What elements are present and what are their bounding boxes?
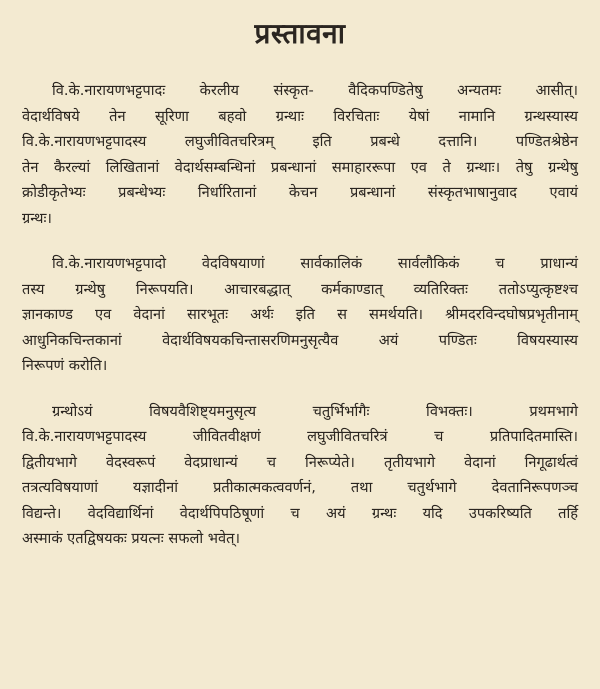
text-line: तस्य ग्रन्थेषु निरूपयति। आचारबद्धात् कर्मकाण्डात् व्यतिरिक्तः ततोऽप्युत्कृष्टश्च (22, 280, 578, 298)
text-line: वि.के.नारायणभट्टपादस्य जीवितवीक्षणं लघुजीवितचरित्रं च प्रतिपादितमास्ति। (22, 428, 578, 445)
text-line: वि.के.नारायणभट्टपादः केरलीय संस्कृत- वैदिकपण्डितेषु अन्यतमः आसीत्। (52, 82, 578, 99)
text-line: वि.के.नारायणभट्टपादस्य लघुजीवितचरित्रम् इति प्रबन्धे दत्तानि। पण्डितश्रेष्ठेन (22, 133, 578, 150)
text-line: ग्रन्थोऽयं विषयवैशिष्ट्यमनुसृत्य चतुर्भिर्भागैः विभक्तः। प्रथमभागे (52, 402, 578, 420)
text-line: विद्यन्ते। वेदविद्यार्थिनां वेदार्थपिपठिषूणां च अयं ग्रन्थः यदि उपकरिष्यति तर्हि (22, 504, 578, 522)
text-line: अस्माकं एतद्विषयकः प्रयत्नः सफलो भवेत्। (22, 530, 241, 547)
paragraph-1 (22, 78, 578, 231)
text-line: तत्रत्यविषयाणां यज्ञादीनां प्रतीकात्मकत्ववर्णनं, तथा चतुर्थभागे देवतानिरूपणञ्च (22, 479, 578, 496)
text-line: आधुनिकचिन्तकानां वेदार्थविषयकचिन्तासरणिमनुसृत्यैव अयं पण्डितः विषयस्यास्य (22, 331, 578, 349)
text-line: ग्रन्थः। (22, 209, 52, 227)
text-line: तेन कैरल्यां लिखितानां वेदार्थसम्बन्धिनां प्रबन्धानां समाहाररूपा एव ते ग्रन्थाः। तेषु ग्रन्थेषु (22, 158, 578, 176)
text-line: ज्ञानकाण्ड एव वेदानां सारभूतः अर्थः इति स समर्थयति। श्रीमदरविन्दघोषप्रभृतीनाम् (22, 306, 578, 323)
text-line: क्रोडीकृतेभ्यः प्रबन्धेभ्यः निर्धारितानां केचन प्रबन्धानां संस्कृतभाषानुवाद एवायं (22, 184, 578, 201)
text-line: द्वितीयभागे वेदस्वरूपं वेदप्राधान्यं च निरूप्येते। तृतीयभागे वेदानां निगूढार्थत्वं (22, 453, 578, 471)
text-line: वेदार्थविषये तेन सूरिणा बहवो ग्रन्थाः विरचिताः येषां नामानि ग्रन्थस्यास्य (22, 107, 578, 125)
text-line: वि.के.नारायणभट्टपादो वेदविषयाणां सार्वकालिकं सार्वलौकिकं च प्राधान्यं (52, 255, 578, 272)
paragraph-2 (22, 251, 578, 379)
paragraph-3 (22, 399, 578, 552)
text-line: निरूपणं करोति। (22, 357, 108, 374)
page-title: प्रस्तावना (254, 17, 346, 50)
